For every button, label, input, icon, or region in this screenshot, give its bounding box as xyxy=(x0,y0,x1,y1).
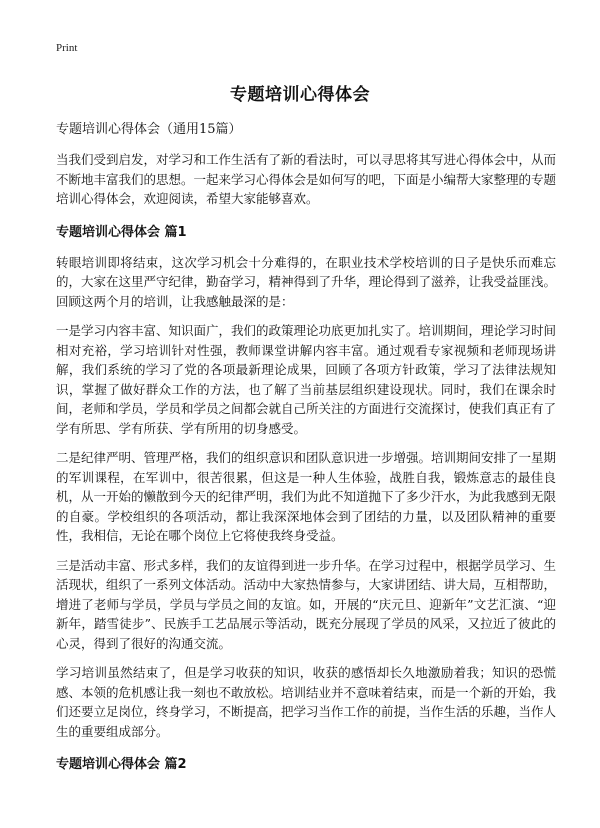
intro-paragraph: 当我们受到启发，对学习和工作生活有了新的看法时，可以寻思将其写进心得体会中，从而不断地丰富我们的思想。一起来学习心得体会是如何写的吧，下面是小编帮大家整理的专题培训心得体会，欢迎阅读，希望大家能够喜欢。 xyxy=(56,152,557,206)
page-title: 专题培训心得体会 xyxy=(230,85,370,105)
print-label[interactable]: Print xyxy=(56,42,78,54)
section-heading-1: 专题培训心得体会 篇1 xyxy=(56,224,187,240)
section-1-paragraph-3: 二是纪律严明、管理严格，我们的组织意识和团队意识进一步增强。培训期间安排了一星期的军训课程，在军训中，很苦很累，但这是一种人生体验，战胜自我，锻炼意志的最佳良机，从一开始的懒散到今天的纪律严明，我们为此不知道抛下了多少汗水，为此我感到无限的自豪。学校组织的各项活动，都让我深深地体会到了团结的力量，以及团队精神的重要性，我相信，无论在哪个岗位上它将使我终身受益。 xyxy=(56,450,557,543)
document-body xyxy=(56,120,556,785)
document-subtitle: 专题培训心得体会（通用15篇） xyxy=(56,122,242,137)
section-1-paragraph-5: 学习培训虽然结束了，但是学习收获的知识，收获的感悟却长久地激励着我；知识的恐慌感、本领的危机感让我一刻也不敢放松。培训结业并不意味着结束，而是一个新的开始，我们还要立足岗位，终身学习，不断提高，把学习当作工作的前提，当作生活的乐趣，当作人生的重要组成部分。 xyxy=(56,665,557,739)
section-heading-2: 专题培训心得体会 篇2 xyxy=(56,757,187,772)
section-1-paragraph-1: 转眼培训即将结束，这次学习机会十分难得的，在职业技术学校培训的日子是快乐而难忘的，大家在这里严守纪律，勤奋学习，精神得到了升华，理论得到了滋养，让我受益匪浅。回顾这两个月的培训，让我感触最深的是： xyxy=(56,254,557,309)
section-1-paragraph-2: 一是学习内容丰富、知识面广，我们的政策理论功底更加扎实了。培训期间，理论学习时间相对充裕，学习培训针对性强，教师课堂讲解内容丰富。通过观看专家视频和老师现场讲解，我们系统的学习了党的各项最新理论成果，回顾了各项方针政策，学习了法律法规知识，掌握了做好群众工作的方法，也了解了当前基层组织建设现状。同时，我们在课余时间，老师和学员，学员和学员之间都会就自己所关注的方面进行交流探讨，使我们真正有了学有所思、学有所获、学有所用的切身感受。 xyxy=(56,323,557,436)
section-1-paragraph-4: 三是活动丰富、形式多样，我们的友谊得到进一步升华。在学习过程中，根据学员学习、生活现状，组织了一系列文体活动。活动中大家热情参与，大家讲团结、讲大局，互相帮助，增进了老师与学员，学员与学员之间的友谊。如，开展的“庆元旦、迎新年”文艺汇演、“迎新年，踏雪徒步”、民族手工艺品展示等活动，既充分展现了学员的风采，又拉近了彼此的心灵，得到了很好的沟通交流。 xyxy=(56,557,557,651)
